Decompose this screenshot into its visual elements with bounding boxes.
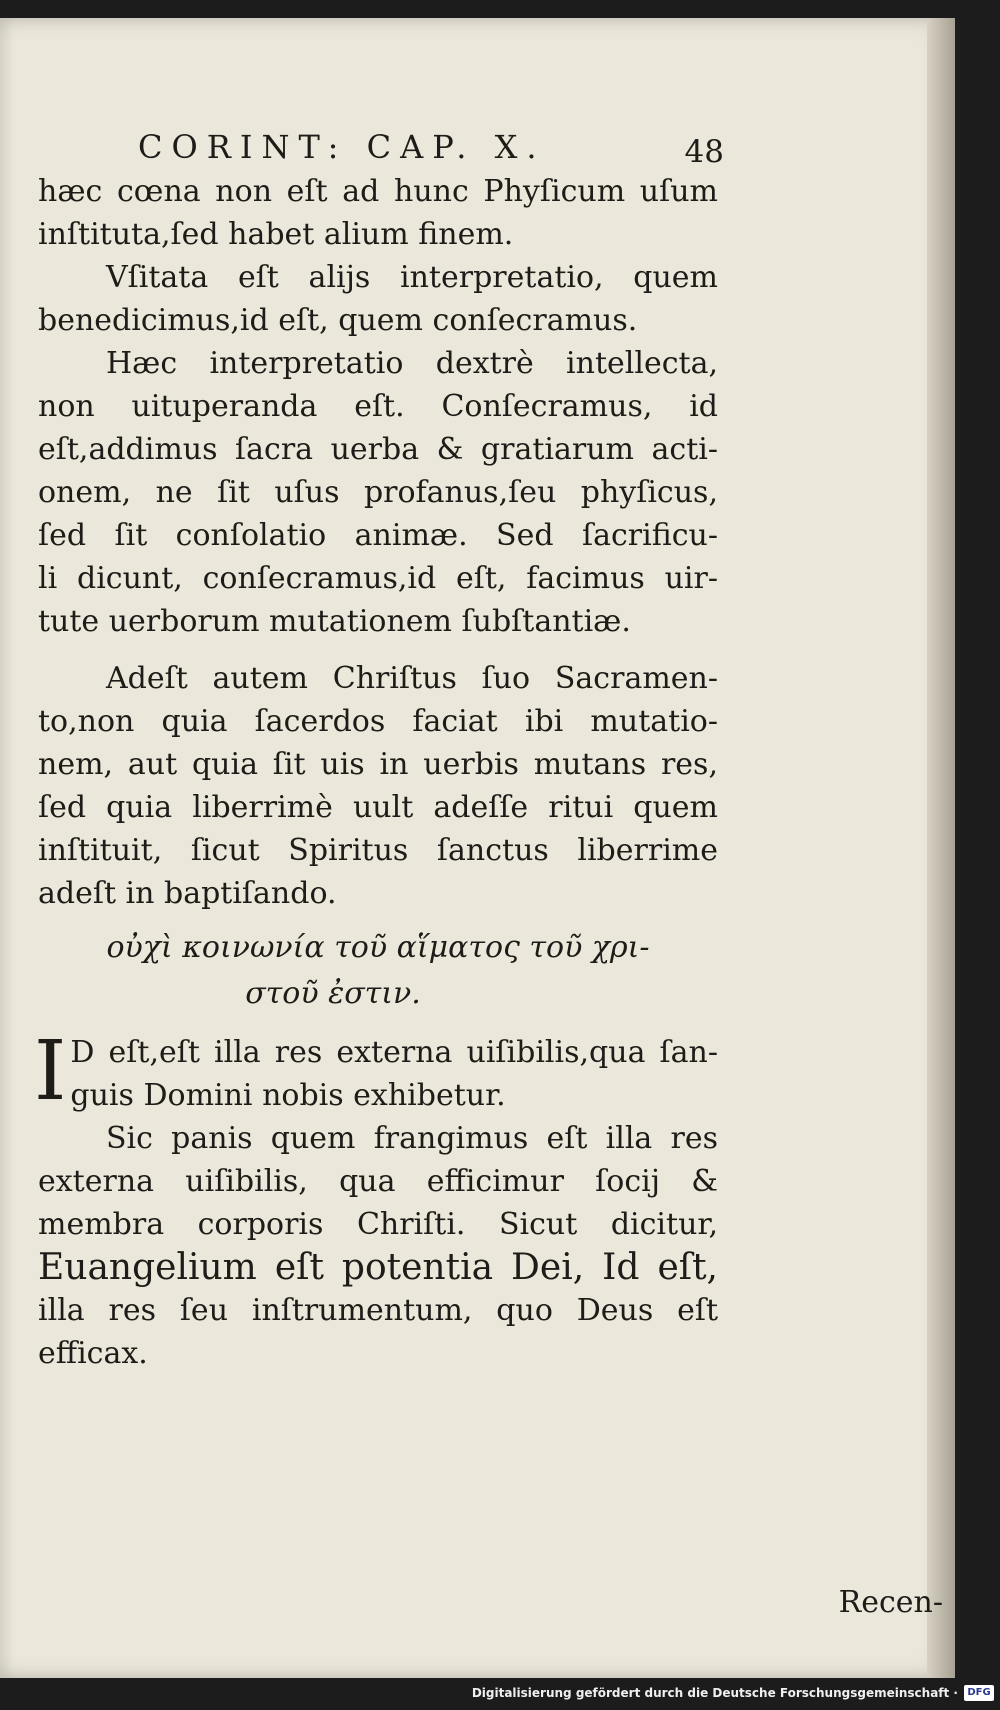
- text-line: nem, aut quia ſit uis in uerbis mutans res,: [38, 747, 718, 782]
- text-line: Vſitata eſt alijs interpretatio, quem: [106, 260, 718, 295]
- text-line: hæc cœna non eſt ad hunc Phyſicum uſum: [38, 174, 718, 209]
- text-line: tute uerborum mutationem ſubſtantiæ.: [38, 604, 631, 639]
- text-line: benedicimus,id eſt, quem conſecramus.: [38, 303, 638, 338]
- text-line: inſtituit, ſicut Spiritus ſanctus liberrime: [38, 833, 718, 868]
- catchword: Recen-: [838, 1585, 943, 1620]
- text-line: onem, ne ſit uſus profanus,ſeu phyſicus,: [38, 475, 718, 510]
- text-line: Hæc interpretatio dextrè intellecta,: [106, 346, 718, 381]
- paragraph-3: [38, 342, 718, 643]
- paragraph-gap: [38, 643, 718, 657]
- text-line: Sic panis quem frangimus eſt illa res: [106, 1121, 718, 1156]
- text-line: li dicunt, conſecramus,id eſt, facimus uir-: [38, 561, 718, 596]
- text-line: externa uiſibilis, qua efficimur ſocij &: [38, 1164, 718, 1199]
- page-number: 48: [684, 134, 724, 170]
- running-head-title: CORINT: CAP. X.: [138, 128, 546, 166]
- greek-line-1: οὐχὶ κοινωνία τοῦ αἵματος τοῦ χρι-: [106, 930, 650, 965]
- text-line: membra corporis Chriſti. Sicut dicitur,: [38, 1207, 718, 1242]
- greek-lemma: [38, 925, 718, 1017]
- text-line: illa res ſeu inſtrumentum, quo Deus eſt: [38, 1293, 718, 1328]
- text-line: Euangelium eſt potentia Dei, Id eſt,: [38, 1247, 718, 1288]
- text-line: Adeſt autem Chriſtus ſuo Sacramen-: [106, 661, 718, 696]
- text-line: to,non quia ſacerdos faciat ibi mutatio-: [38, 704, 718, 739]
- running-head: [38, 118, 724, 170]
- text-line: ſed ſit conſolatio animæ. Sed ſacrificu-: [38, 518, 718, 553]
- text-line: guis Domini nobis exhibetur.: [70, 1078, 506, 1113]
- initial-paragraph: [34, 1024, 718, 1119]
- paragraph-4: [38, 657, 718, 915]
- text-line: efficax.: [38, 1336, 148, 1371]
- text-block: [34, 118, 724, 1375]
- closing-paragraph: [38, 1117, 718, 1375]
- paragraph-2: [38, 256, 718, 342]
- text-line: ſed quia liberrimè uult adeſſe ritui quem: [38, 790, 718, 825]
- text-line: D eſt,eſt illa res externa uiſibilis,qua ſan-: [70, 1035, 718, 1070]
- paragraph-1: [38, 170, 718, 256]
- text-line: adeſt in baptiſando.: [38, 876, 337, 911]
- page-edge: [927, 18, 955, 1678]
- text-line: inſtituta,ſed habet alium finem.: [38, 217, 514, 252]
- footer-bar: [0, 1678, 1000, 1710]
- text-line: eſt,addimus ſacra uerba & gratiarum acti-: [38, 432, 718, 467]
- text-line: non uituperanda eſt. Conſecramus, id: [38, 389, 718, 424]
- footer-credit: Digitalisierung gefördert durch die Deutsche Forschungsgemeinschaft ·: [471, 1686, 958, 1700]
- greek-line-2: στοῦ ἐστιν.: [245, 976, 421, 1011]
- dfg-logo-icon[interactable]: DFG: [964, 1685, 994, 1701]
- drop-cap: I: [34, 1024, 67, 1119]
- book-page: [0, 18, 955, 1678]
